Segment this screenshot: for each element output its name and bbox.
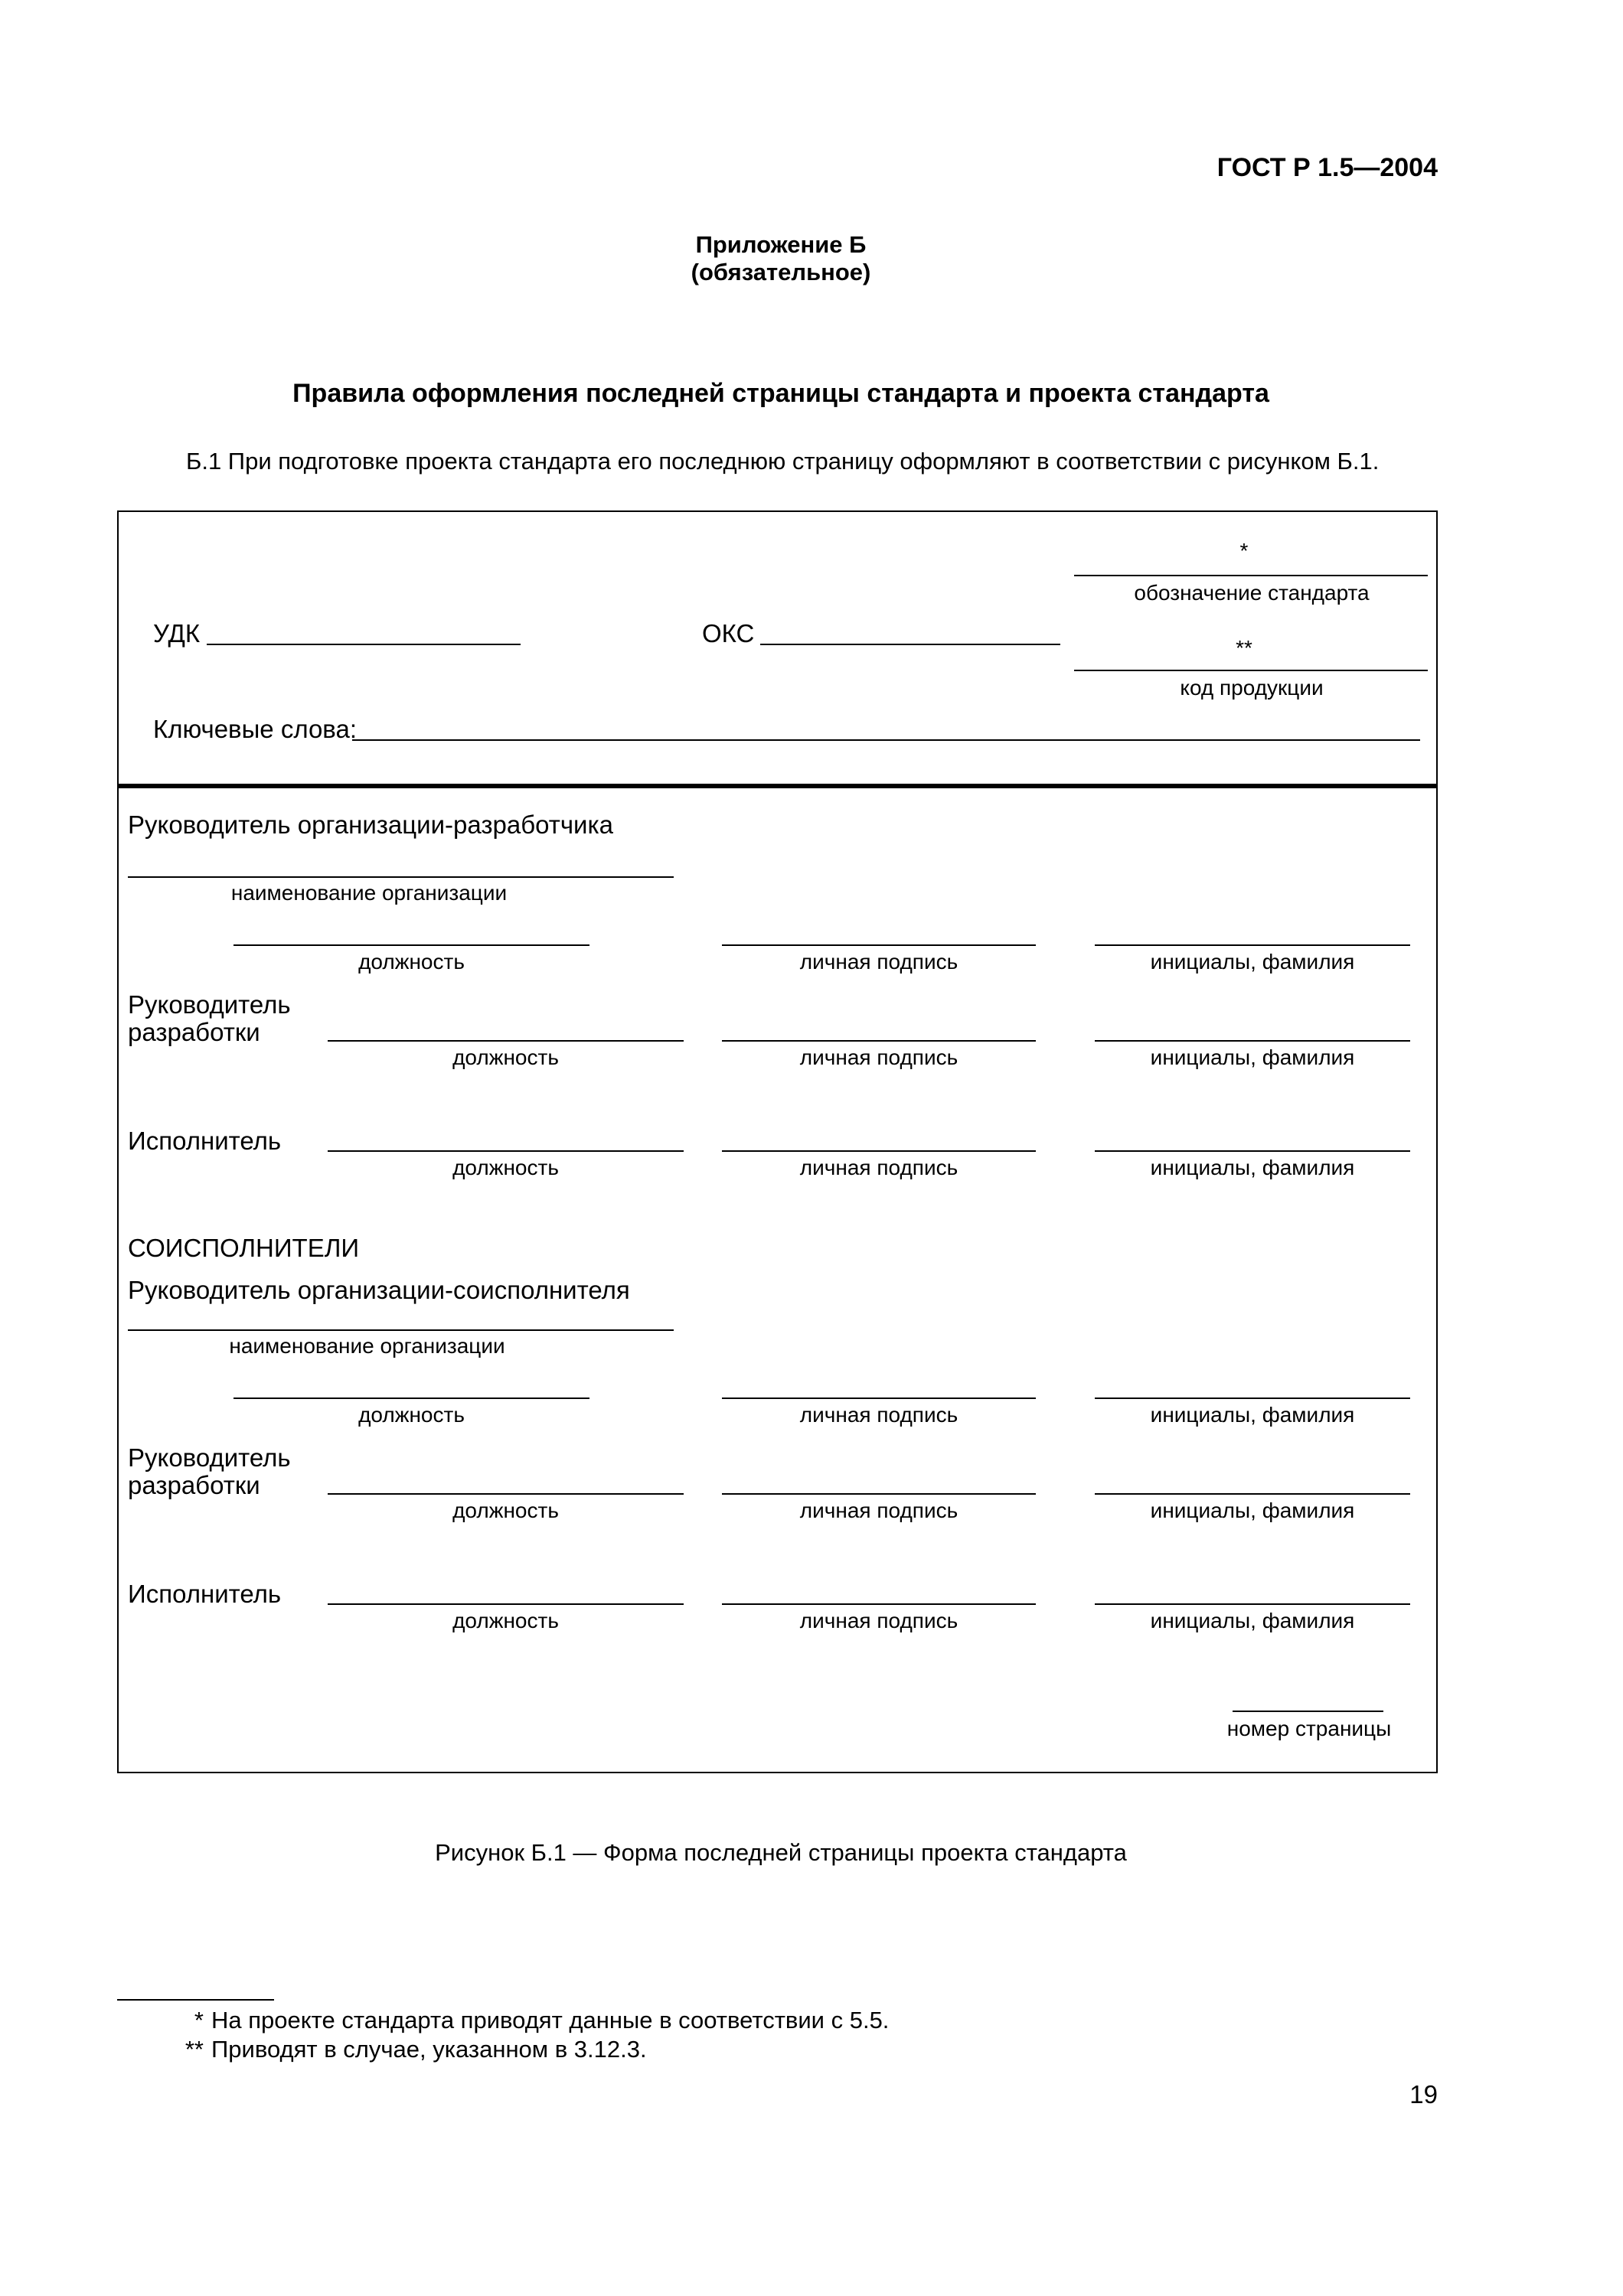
position-caption: должность <box>452 1156 559 1179</box>
signature-caption: личная подпись <box>799 1609 958 1632</box>
keywords-field-line[interactable] <box>352 739 1420 741</box>
development-head-signature-line[interactable] <box>722 1040 1036 1042</box>
executor-position-line[interactable] <box>328 1150 684 1152</box>
developer-org-position-line[interactable] <box>233 944 589 946</box>
coexecutor-development-head-signature-line[interactable] <box>722 1493 1036 1495</box>
footnote-2-text: Приводят в случае, указанном в 3.12.3. <box>211 2036 647 2063</box>
oks-label: ОКС <box>702 619 755 647</box>
coexecutor-development-head-name-line[interactable] <box>1095 1493 1410 1495</box>
position-caption: должность <box>452 1045 559 1069</box>
page-number-line[interactable] <box>1233 1711 1383 1712</box>
position-caption: должность <box>452 1499 559 1522</box>
coexecutor-executor-name-line[interactable] <box>1095 1603 1410 1605</box>
appendix-status: (обязательное) <box>691 259 871 285</box>
standard-designation-line <box>1074 575 1428 576</box>
footnote-1-text: На проекте стандарта приводят данные в соответствии с 5.5. <box>211 2007 890 2033</box>
signature-caption: личная подпись <box>799 1499 958 1522</box>
coexecutor-org-name-line[interactable] <box>128 1329 674 1331</box>
executor-signature-line[interactable] <box>722 1150 1036 1152</box>
development-head-name-line[interactable] <box>1095 1040 1410 1042</box>
coexecutor-org-name-caption: наименование организации <box>229 1334 505 1358</box>
developer-org-name-caption: наименование организации <box>230 881 508 905</box>
product-code-caption: код продукции <box>1180 676 1324 700</box>
coexecutor-org-head-label: Руководитель организации-соисполнителя <box>128 1276 630 1304</box>
signature-caption: личная подпись <box>799 950 958 974</box>
star-mark-1: * <box>1239 539 1249 563</box>
signature-caption: личная подпись <box>799 1403 958 1427</box>
coexecutors-heading: СОИСПОЛНИТЕЛИ <box>128 1234 360 1262</box>
star-mark-2: ** <box>1236 636 1252 660</box>
initials-surname-caption: инициалы, фамилия <box>1150 1045 1355 1069</box>
initials-surname-caption: инициалы, фамилия <box>1150 1156 1355 1179</box>
developer-org-name-line[interactable] <box>128 876 674 878</box>
signature-caption: личная подпись <box>799 1045 958 1069</box>
intro-paragraph: Б.1 При подготовке проекта стандарта его последнюю страницу оформляют в соответствии с рисунком Б.1. <box>186 448 1380 475</box>
position-caption: должность <box>358 1403 465 1427</box>
development-head-label-2: разработки <box>128 1018 260 1046</box>
udk-label: УДК <box>153 619 201 647</box>
executor-name-line[interactable] <box>1095 1150 1410 1152</box>
position-caption: должность <box>358 950 465 974</box>
footnote-2-mark: ** <box>185 2036 204 2063</box>
initials-surname-caption: инициалы, фамилия <box>1150 950 1355 974</box>
udk-field-line[interactable] <box>207 644 521 645</box>
coexecutor-development-head-label-1: Руководитель <box>128 1443 291 1472</box>
appendix-title: Приложение Б <box>695 231 867 258</box>
coexecutor-development-head-label-2: разработки <box>128 1471 260 1499</box>
executor-label: Исполнитель <box>128 1127 282 1155</box>
figure-caption: Рисунок Б.1 — Форма последней страницы проекта стандарта <box>435 1839 1127 1866</box>
footnote-1-mark: * <box>194 2007 204 2033</box>
development-head-label-1: Руководитель <box>128 990 291 1019</box>
development-head-position-line[interactable] <box>328 1040 684 1042</box>
initials-surname-caption: инициалы, фамилия <box>1150 1499 1355 1522</box>
standard-designation-caption: обозначение стандарта <box>1134 581 1370 605</box>
coexecutor-executor-label: Исполнитель <box>128 1580 282 1608</box>
last-page-form <box>117 510 1438 1773</box>
coexecutor-org-position-line[interactable] <box>233 1397 589 1399</box>
coexecutor-development-head-position-line[interactable] <box>328 1493 684 1495</box>
section-divider <box>119 784 1436 788</box>
signature-caption: личная подпись <box>799 1156 958 1179</box>
developer-org-head-label: Руководитель организации-разработчика <box>128 810 613 839</box>
document-code: ГОСТ Р 1.5—2004 <box>1216 153 1438 182</box>
coexecutor-executor-signature-line[interactable] <box>722 1603 1036 1605</box>
initials-surname-caption: инициалы, фамилия <box>1150 1609 1355 1632</box>
footnote-separator <box>117 1999 274 2001</box>
oks-field-line[interactable] <box>760 644 1060 645</box>
keywords-label: Ключевые слова: <box>153 715 357 743</box>
coexecutor-executor-position-line[interactable] <box>328 1603 684 1605</box>
page-number: 19 <box>1409 2080 1438 2108</box>
section-title: Правила оформления последней страницы стандарта и проекта стандарта <box>292 379 1269 408</box>
product-code-line <box>1074 670 1428 671</box>
page-number-caption: номер страницы <box>1226 1717 1392 1740</box>
coexecutor-org-name-field-line[interactable] <box>1095 1397 1410 1399</box>
initials-surname-caption: инициалы, фамилия <box>1150 1403 1355 1427</box>
position-caption: должность <box>452 1609 559 1632</box>
coexecutor-org-signature-line[interactable] <box>722 1397 1036 1399</box>
developer-org-name-field-line[interactable] <box>1095 944 1410 946</box>
developer-org-signature-line[interactable] <box>722 944 1036 946</box>
